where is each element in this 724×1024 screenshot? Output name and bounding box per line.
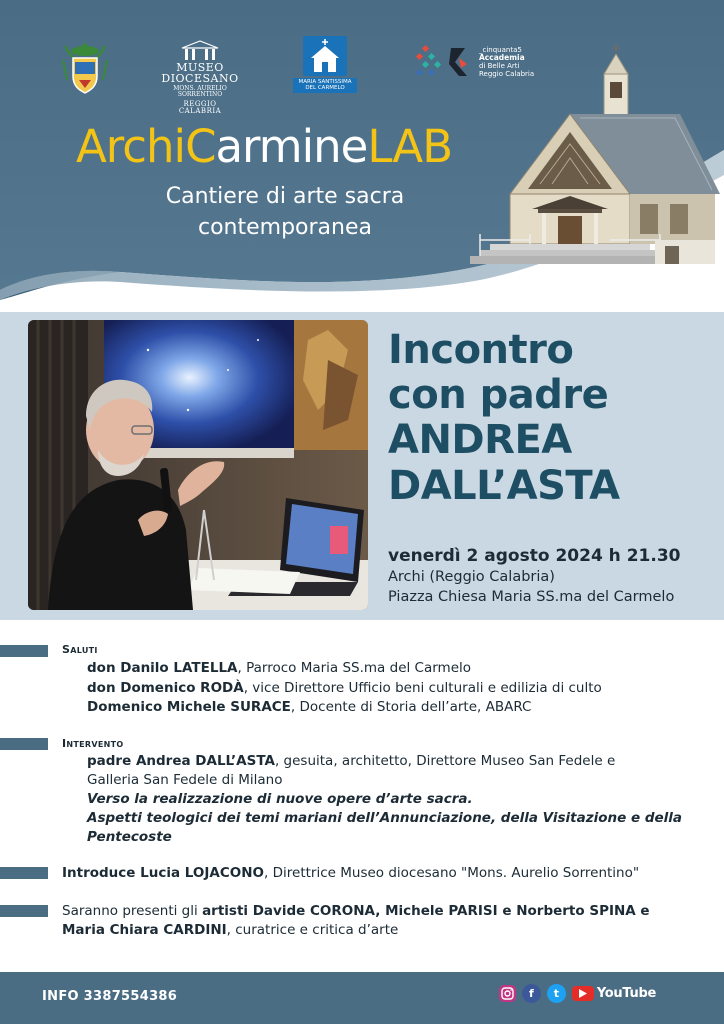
artists-prefix: Saranno presenti gli xyxy=(62,903,203,919)
saluti-speaker-2 xyxy=(87,682,602,696)
title-armine: armine xyxy=(215,120,368,173)
intervento-label: Intervento xyxy=(62,737,124,750)
speaker-name: padre Andrea DALL’ASTA xyxy=(87,753,275,769)
museo-diocesano-logo xyxy=(161,40,239,115)
project-title xyxy=(76,120,453,173)
twitter-icon[interactable]: t xyxy=(547,984,566,1003)
parish-logo xyxy=(290,36,360,93)
section-bar xyxy=(0,905,48,917)
section-bar xyxy=(0,645,48,657)
saluti-label: Saluti xyxy=(62,643,98,656)
event-title-line3: ANDREA xyxy=(388,417,572,464)
speaker-name: don Danilo LATELLA xyxy=(87,660,238,676)
academy-cinquanta5: _cinquanta5 xyxy=(479,45,522,54)
saluti-speaker-3 xyxy=(87,701,531,715)
title-c: C xyxy=(185,120,216,173)
speaker-photo xyxy=(28,320,368,610)
event-title xyxy=(388,328,718,509)
curator-name: Maria Chiara CARDINI xyxy=(62,922,227,938)
museo-city: REGGIO CALABRIA xyxy=(178,100,222,115)
event-title-line1: Incontro xyxy=(388,327,574,373)
artists-line-2 xyxy=(62,924,398,938)
academy-city: Reggio Calabria xyxy=(479,70,535,79)
academy-mark-icon xyxy=(415,44,473,80)
section-bar xyxy=(0,867,48,879)
speaker-role: , Parroco Maria SS.ma del Carmelo xyxy=(237,660,472,676)
museo-name: MUSEO DIOCESANO xyxy=(161,61,239,85)
section-bar xyxy=(0,738,48,750)
facebook-icon[interactable]: f xyxy=(522,984,541,1003)
speaker-name: Domenico Michele SURACE xyxy=(87,699,291,715)
subtitle-line2: contemporanea xyxy=(197,214,372,240)
talk-subtitle-cont: Pentecoste xyxy=(87,829,172,845)
header-banner xyxy=(0,0,724,310)
parish-name-cont: DEL CARMELO xyxy=(305,85,345,92)
introducer-role: , Direttrice Museo diocesano "Mons. Aurelio Sorrentino" xyxy=(264,865,640,881)
academy-name-cont: di Belle Arti xyxy=(479,62,520,71)
artists-names: artisti Davide CORONA, Michele PARISI e Norberto SPINA e xyxy=(202,903,650,919)
event-place-venue: Piazza Chiesa Maria SS.ma del Carmelo xyxy=(388,589,675,606)
title-lab: LAB xyxy=(367,120,453,173)
youtube-icon xyxy=(572,986,594,1001)
intervento-role-cont: Galleria San Fedele di Milano xyxy=(87,772,283,788)
artists-line xyxy=(62,905,650,919)
speaker-role: , vice Direttore Ufficio beni culturali e edilizia di culto xyxy=(243,680,602,696)
event-title-line4: DALL’ASTA xyxy=(388,462,620,509)
museo-dedication: MONS. AURELIO SORRENTINO xyxy=(173,85,227,98)
footer xyxy=(0,972,724,1024)
introduce-line xyxy=(62,867,639,881)
speaker-role: , Docente di Storia dell’arte, ABARC xyxy=(290,699,532,715)
event-section xyxy=(0,312,724,620)
instagram-icon[interactable] xyxy=(499,985,516,1002)
event-place xyxy=(388,567,674,608)
introducer-name: Introduce Lucia LOJACONO xyxy=(62,865,265,881)
parish-name: MARIA SANTISSIMA xyxy=(298,79,352,85)
social-links xyxy=(499,984,656,1003)
project-subtitle xyxy=(105,182,465,244)
church-illustration xyxy=(470,44,720,276)
youtube-link[interactable] xyxy=(572,986,656,1001)
chapel-icon xyxy=(303,36,347,76)
talk-subtitle: Aspetti teologici dei temi mariani dell’Annunciazione, della Visitazione e della xyxy=(87,810,683,826)
saluti-speaker-1 xyxy=(87,662,471,676)
event-date: venerdì 2 agosto 2024 h 21.30 xyxy=(388,546,681,566)
academy-name: Accademia xyxy=(479,52,525,62)
intervento-speaker xyxy=(87,755,615,769)
subtitle-line1: Cantiere di arte sacra xyxy=(165,184,405,209)
speaker-role: , gesuita, architetto, Direttore Museo San Fedele e xyxy=(274,753,616,769)
title-archi: Archi xyxy=(76,120,186,173)
speaker-name: don Domenico RODÀ xyxy=(87,680,244,696)
diocese-coat-of-arms-logo xyxy=(58,40,112,96)
museum-building-icon xyxy=(180,40,220,62)
youtube-label: YouTube xyxy=(596,986,656,1001)
event-title-line2: con padre xyxy=(388,372,609,419)
curator-role: , curatrice e critica d’arte xyxy=(226,922,399,938)
info-phone: INFO 3387554386 xyxy=(42,989,178,1004)
event-place-city: Archi (Reggio Calabria) xyxy=(388,569,555,585)
talk-title: Verso la realizzazione di nuove opere d’arte sacra. xyxy=(87,791,473,807)
